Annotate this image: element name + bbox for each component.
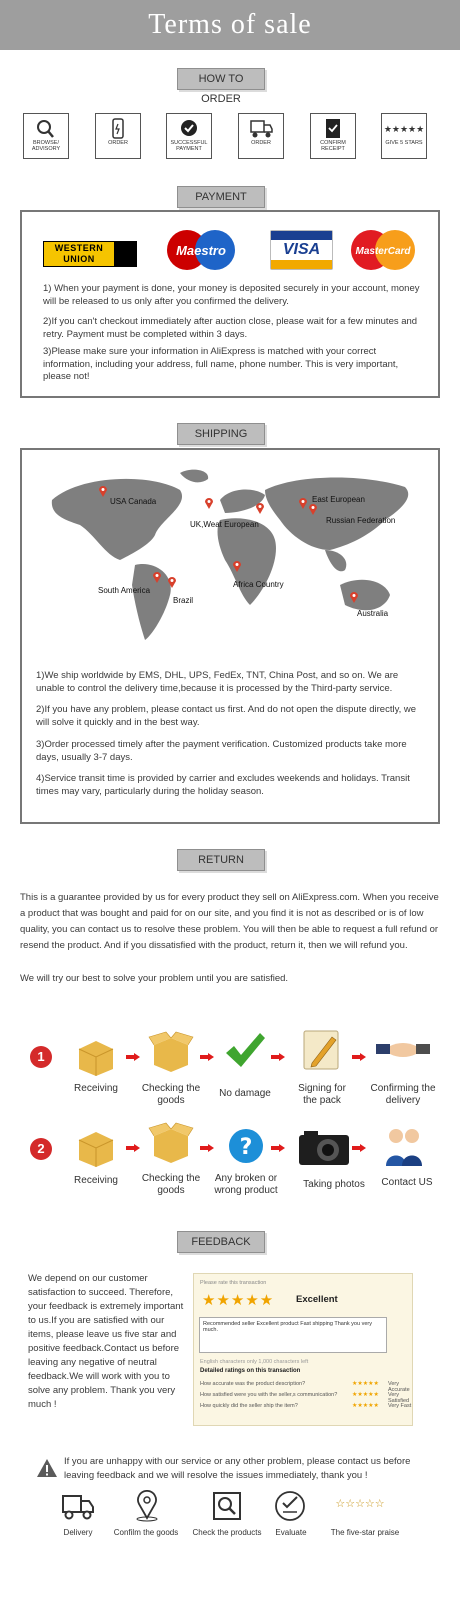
- page-title: Terms of sale: [0, 0, 460, 50]
- flow-step-label: Checking the goods: [141, 1173, 201, 1196]
- shipping-label: SHIPPING: [177, 423, 265, 445]
- pin-icon: [167, 576, 177, 588]
- rating-row-question: How satisfied were you with the seller,s communication?: [200, 1392, 338, 1398]
- stars-icon: ★★★★★: [352, 1391, 379, 1398]
- truck-icon: [239, 118, 283, 140]
- step-shipping: [238, 113, 284, 159]
- region-label: South America: [98, 586, 151, 595]
- checkmark-icon: [224, 1029, 266, 1071]
- location-pin-icon: [129, 1490, 165, 1522]
- western-union-text: WESTERN UNION: [44, 242, 114, 266]
- flow-number: 2: [30, 1138, 52, 1160]
- flow-step-label: Confirming the delivery: [370, 1083, 436, 1106]
- rating-row-question: How quickly did the seller ship the item?: [200, 1403, 298, 1409]
- arrow-right-icon: [352, 1053, 366, 1061]
- rating-panel: [193, 1273, 413, 1426]
- svg-text:?: ?: [239, 1135, 253, 1160]
- five-star-praise-icon: ☆☆☆☆☆: [335, 1497, 385, 1510]
- pin-icon: [204, 497, 214, 509]
- bottom-label: Confilm the goods: [113, 1528, 179, 1537]
- box-icon: [75, 1037, 117, 1077]
- stars-icon: [382, 118, 426, 140]
- pin-icon: [98, 485, 108, 497]
- warning-icon: [36, 1458, 58, 1478]
- shipping-item: 2)If you have any problem, please contact us first. And do not open the dispute directly, we will solve it quickly and in the best way.: [36, 704, 417, 728]
- bottom-label: Delivery: [63, 1528, 93, 1537]
- arrow-right-icon: [126, 1144, 140, 1152]
- payment-item: 1) When your payment is done, your money is deposited securely in your account, money will be released to us only after you confirmed the delivery.: [43, 283, 420, 307]
- step-label: ORDER: [108, 140, 128, 146]
- mastercard-logo: [347, 229, 419, 271]
- rating-row-answer: Very Satisfied: [388, 1392, 410, 1404]
- region-label: Russian Federation: [326, 516, 396, 525]
- stars-icon: ★★★★★: [352, 1402, 379, 1409]
- delivery-truck-icon: [60, 1490, 96, 1522]
- step-label: GIVE 5 STARS: [385, 140, 423, 146]
- maestro-text: Maestro: [176, 243, 226, 258]
- box-icon: [75, 1128, 117, 1168]
- bottom-label: The five-star praise: [330, 1528, 400, 1537]
- flow-step-label: Receiving: [74, 1175, 118, 1186]
- region-label: Australia: [357, 609, 389, 618]
- pin-icon: [349, 591, 359, 603]
- rating-row-answer: Very Accurate: [388, 1381, 410, 1393]
- how-to-order-label: HOW TO ORDER: [177, 68, 265, 90]
- arrow-right-icon: [271, 1053, 285, 1061]
- pin-icon: [298, 497, 308, 509]
- char-note: English characters only 1,000 characters left: [200, 1359, 309, 1365]
- check-circle-icon: [167, 118, 211, 140]
- visa-logo: [270, 230, 333, 270]
- payment-item: 3)Please make sure your information in AliExpress is matched with your correct information, including your address, full name, phone number. This is very important, please not!: [43, 346, 399, 382]
- payment-item: 2)If you can't checkout immediately after auction close, please wait for a few minutes and retry. Payment must be completed within 3 days.: [43, 316, 418, 340]
- rating-row-question: How accurate was the product description?: [200, 1381, 306, 1387]
- flow-step-label: Checking the goods: [141, 1083, 201, 1106]
- phone-icon: [96, 118, 140, 140]
- bottom-label: Check the products: [192, 1528, 262, 1537]
- arrow-right-icon: [200, 1144, 214, 1152]
- flow-step-label: Receiving: [74, 1083, 118, 1094]
- visa-text: VISA: [282, 241, 321, 258]
- rating-prompt: Please rate this transaction: [200, 1280, 267, 1286]
- western-union-logo: [43, 241, 137, 267]
- bottom-label: Evaluate: [275, 1528, 307, 1537]
- region-label: East European: [312, 495, 365, 504]
- arrow-right-icon: [200, 1053, 214, 1061]
- check-products-icon: [209, 1490, 245, 1522]
- five-stars-icon: ★★★★★: [202, 1291, 275, 1309]
- step-stars: [381, 113, 427, 159]
- step-label: ORDER: [251, 140, 271, 146]
- step-payment: [166, 113, 212, 159]
- arrow-right-icon: [352, 1144, 366, 1152]
- return-text-2: We will try our best to solve your problem until you are satisfied.: [20, 973, 289, 984]
- shipping-item: 1)We ship worldwide by EMS, DHL, UPS, FedEx, TNT, China Post, and so on. We are unable to control the delivery time,because it is processed by the Third-party service.: [36, 670, 399, 694]
- return-label: RETURN: [177, 849, 265, 871]
- handshake-icon: [376, 1036, 430, 1066]
- stars-icon: ★★★★★: [352, 1380, 379, 1387]
- feedback-comment-input[interactable]: Recommended seller Excellent product Fast shipping Thank you very much.: [199, 1317, 387, 1353]
- step-label: CONFIRM RECEIPT: [320, 140, 346, 152]
- return-text: This is a guarantee provided by us for every product they sell on AliExpress.com. When you receive a product that was bought and paid for on our site, and you find it is not as described or is of low quality, you can contact us to resolve these problem. You will then be able to request a full refund or resend the product. And if you dissatisfied with the product, return it, then we will refund you.: [20, 892, 439, 951]
- flow-step-label: Contact US: [381, 1177, 433, 1188]
- flow-step-label: Signing for the pack: [298, 1083, 346, 1106]
- details-title: Detailed ratings on this transaction: [200, 1368, 301, 1374]
- shipping-item: 3)Order processed timely after the payment verification. Customized products take more days, usually 3-7 days.: [36, 739, 407, 763]
- payment-label: PAYMENT: [177, 186, 265, 208]
- mastercard-text: MasterCard: [355, 246, 411, 257]
- flow-step-label: Taking photos: [303, 1179, 365, 1190]
- support-agents-icon: [382, 1124, 426, 1168]
- rating-word: Excellent: [296, 1294, 338, 1305]
- feedback-label: FEEDBACK: [177, 1231, 265, 1253]
- pin-icon: [232, 560, 242, 572]
- world-map: [40, 465, 420, 645]
- flow-number: 1: [30, 1046, 52, 1068]
- pin-icon: [308, 503, 318, 515]
- maestro-logo: [165, 229, 237, 271]
- step-confirm: [310, 113, 356, 159]
- region-label: Africa Country: [233, 580, 284, 589]
- region-label: UK,Weat European: [190, 520, 259, 529]
- camera-icon: [298, 1130, 350, 1166]
- step-order: [95, 113, 141, 159]
- pin-icon: [152, 571, 162, 583]
- shipping-item: 4)Service transit time is provided by carrier and excludes weekends and holidays. Transit times may vary, particularly during the holiday season.: [36, 773, 410, 797]
- open-box-icon: [148, 1031, 194, 1073]
- open-box-icon: [148, 1122, 194, 1164]
- step-browse: [23, 113, 69, 159]
- rating-row-answer: Very Fast: [388, 1403, 412, 1409]
- arrow-right-icon: [126, 1053, 140, 1061]
- warning-text: If you are unhappy with our service or any other problem, please contact us before leaving feedback and we will resolve the issues immediately, thank you !: [64, 1456, 411, 1481]
- region-label: Brazil: [173, 596, 194, 605]
- step-label: BROWSE/ ADVISORY: [31, 140, 61, 152]
- evaluate-icon: [273, 1490, 309, 1522]
- question-icon: [228, 1128, 264, 1164]
- pin-icon: [255, 502, 265, 514]
- pen-paper-icon: [302, 1029, 342, 1071]
- region-label: USA Canada: [110, 497, 157, 506]
- receipt-icon: [311, 118, 355, 140]
- feedback-text: We depend on our customer satisfaction to succeed. Therefore, your feedback is extremely important to us.If you are satisfied with our items, please leave us five star and positive feedback.Contact us before leaving any negative of neutral feedback.We will work with you to solve any problem. Thank you very much !: [28, 1273, 184, 1410]
- step-label: SUCCESSFUL PAYMENT: [170, 140, 208, 152]
- flow-step-label: Any broken or wrong product: [214, 1173, 278, 1196]
- magnifier-icon: [24, 118, 68, 140]
- arrow-right-icon: [271, 1144, 285, 1152]
- flow-step-label: No damage: [219, 1088, 271, 1099]
- svg-text:★★★★★: ★★★★★: [383, 125, 425, 135]
